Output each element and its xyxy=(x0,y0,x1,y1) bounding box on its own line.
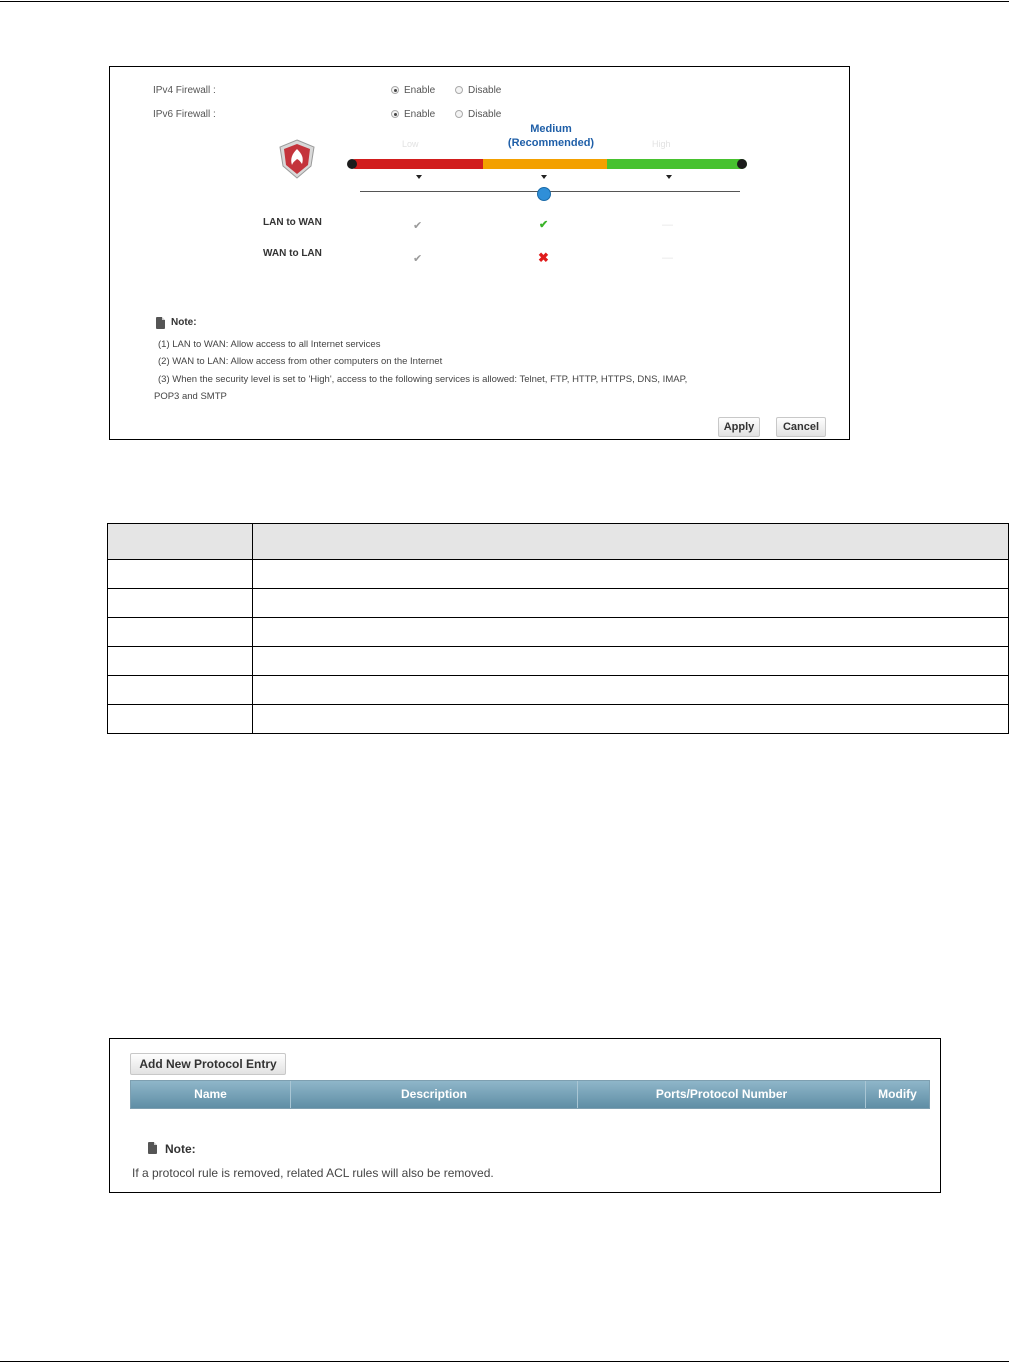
level-medium-line1: Medium xyxy=(530,123,572,135)
wan-to-lan-high-faint-icon: — xyxy=(662,252,673,264)
lan-to-wan-medium-check-icon: ✔ xyxy=(539,219,549,231)
level-bar-high[interactable] xyxy=(607,159,747,169)
ipv6-disable-radio[interactable] xyxy=(455,110,463,118)
table-cell xyxy=(253,524,1009,560)
note-icon xyxy=(156,317,165,329)
column-header-ports-protocol-number[interactable]: Ports/Protocol Number xyxy=(578,1081,866,1108)
table-row xyxy=(108,676,1009,705)
table-cell xyxy=(108,647,253,676)
table-row xyxy=(108,618,1009,647)
column-header-description[interactable]: Description xyxy=(291,1081,578,1108)
lan-to-wan-low-check-icon: ✔ xyxy=(413,220,423,232)
table-cell xyxy=(253,618,1009,647)
wan-to-lan-low-check-icon: ✔ xyxy=(413,253,423,265)
level-bar-left-cap xyxy=(347,159,357,169)
table-cell xyxy=(253,560,1009,589)
table-cell xyxy=(108,524,253,560)
table-cell xyxy=(108,618,253,647)
firewall-note-title: Note: xyxy=(171,317,197,328)
column-header-modify[interactable]: Modify xyxy=(878,1087,917,1101)
firewall-panel xyxy=(109,66,850,440)
firewall-note-line-3: (3) When the security level is set to 'High', access to the following services is allowed: Telnet, FTP, HTTP, HTTPS, DNS, IMAP, xyxy=(158,374,688,385)
level-bar-right-cap xyxy=(737,159,747,169)
low-marker-icon xyxy=(416,175,422,179)
ipv4-disable-radio[interactable] xyxy=(455,86,463,94)
table-cell xyxy=(253,589,1009,618)
protocol-panel xyxy=(109,1038,941,1193)
table-header-row xyxy=(108,524,1009,560)
level-low-faint: Low xyxy=(402,139,419,149)
table-row xyxy=(108,705,1009,734)
table-row xyxy=(108,647,1009,676)
ipv6-enable-label: Enable xyxy=(404,109,436,120)
security-level-slider-handle[interactable] xyxy=(537,187,551,201)
wan-to-lan-label: WAN to LAN xyxy=(263,248,322,259)
table-cell xyxy=(253,676,1009,705)
level-bar-medium[interactable] xyxy=(483,159,607,169)
level-medium-line2: (Recommended) xyxy=(507,137,595,149)
ipv4-enable-radio[interactable] xyxy=(391,86,399,94)
ipv6-enable-radio[interactable] xyxy=(391,110,399,118)
ipv6-firewall-label: IPv6 Firewall : xyxy=(153,109,216,120)
wan-to-lan-medium-cross-icon: ✖ xyxy=(538,250,549,265)
cancel-button[interactable]: Cancel xyxy=(776,417,826,437)
table-cell xyxy=(108,560,253,589)
level-high-faint: High xyxy=(652,139,671,149)
high-marker-icon xyxy=(666,175,672,179)
table-row xyxy=(108,589,1009,618)
level-medium-label xyxy=(490,122,612,150)
table-row xyxy=(108,560,1009,589)
ipv4-firewall-label: IPv4 Firewall : xyxy=(153,85,216,96)
ipv4-disable-label: Disable xyxy=(468,85,502,96)
page-top-rule xyxy=(0,1,1009,2)
column-header-name[interactable]: Name xyxy=(131,1081,291,1108)
protocol-note-text: If a protocol rule is removed, related ACL rules will also be removed. xyxy=(132,1166,494,1180)
table-cell xyxy=(253,647,1009,676)
medium-marker-icon xyxy=(541,175,547,179)
ipv6-disable-label: Disable xyxy=(468,109,502,120)
ipv4-enable-label: Enable xyxy=(404,85,436,96)
firewall-note-line-2: (2) WAN to LAN: Allow access from other computers on the Internet xyxy=(158,356,443,367)
table-cell xyxy=(108,705,253,734)
shield-icon xyxy=(278,139,316,179)
level-bar-low[interactable] xyxy=(350,159,483,169)
apply-button[interactable]: Apply xyxy=(718,417,760,437)
table-cell xyxy=(108,676,253,705)
lan-to-wan-label: LAN to WAN xyxy=(263,217,322,228)
protocol-note-icon xyxy=(148,1142,157,1154)
field-description-table xyxy=(107,523,1009,734)
page-bottom-rule xyxy=(0,1361,1009,1362)
firewall-note-line-4: POP3 and SMTP xyxy=(154,391,227,402)
table-cell xyxy=(253,705,1009,734)
add-new-protocol-entry-button[interactable]: Add New Protocol Entry xyxy=(130,1053,286,1075)
protocol-note-title: Note: xyxy=(165,1142,196,1156)
table-cell xyxy=(108,589,253,618)
lan-to-wan-high-faint-icon: — xyxy=(662,219,673,231)
protocol-table-header xyxy=(130,1080,930,1109)
firewall-note-line-1: (1) LAN to WAN: Allow access to all Internet services xyxy=(158,339,381,350)
